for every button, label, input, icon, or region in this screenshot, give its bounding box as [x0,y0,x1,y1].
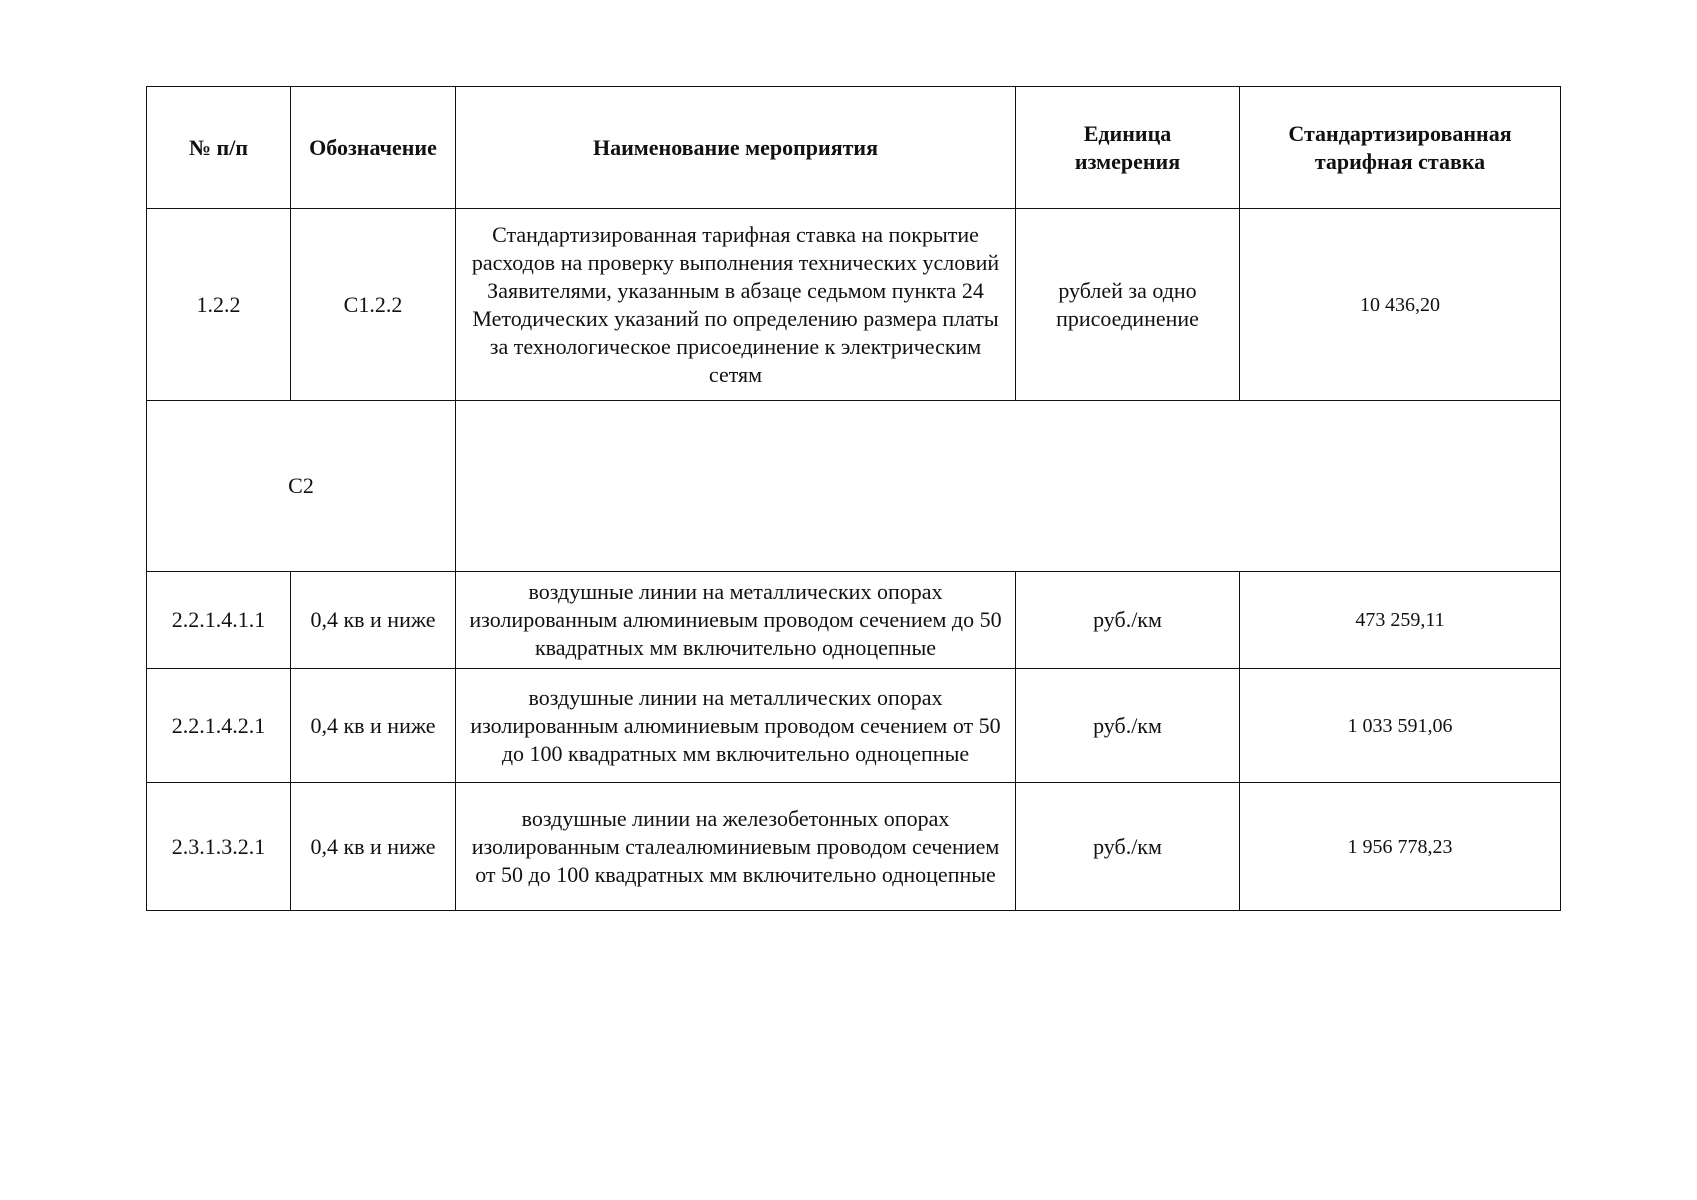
cell-num: 2.2.1.4.1.1 [147,572,291,669]
table-row [147,783,1561,911]
cell-designation: 0,4 кв и ниже [291,669,456,783]
cell-rate: 473 259,11 [1240,572,1561,669]
cell-designation: С1.2.2 [291,209,456,401]
cell-unit: руб./км [1016,669,1240,783]
group-name [456,401,1561,572]
cell-rate: 1 956 778,23 [1240,783,1561,911]
group-label: С2 [147,401,456,572]
cell-unit: рублей за одно присоединение [1016,209,1240,401]
table-row [147,572,1561,669]
cell-name: воздушные линии на металлических опорах изолированным алюминиевым проводом сечением до 50 квадратных мм включительно одноцепные [456,572,1016,669]
cell-num: 2.2.1.4.2.1 [147,669,291,783]
cell-rate: 10 436,20 [1240,209,1561,401]
table-row [147,209,1561,401]
cell-designation: 0,4 кв и ниже [291,572,456,669]
tariff-table [146,86,1561,911]
table-header-row [147,87,1561,209]
cell-rate: 1 033 591,06 [1240,669,1561,783]
cell-unit: руб./км [1016,783,1240,911]
cell-name: Стандартизированная тарифная ставка на покрытие расходов на проверку выполнения технических условий Заявителями, указанным в абзаце седьмом пункта 24 Методических указаний по определению размера платы за технологическое присоединение к электрическим сетям [456,209,1016,401]
header-designation: Обозначение [291,87,456,209]
header-rate: Стандартизированная тарифная ставка [1240,87,1561,209]
cell-name: воздушные линии на металлических опорах изолированным алюминиевым проводом сечением от 50 до 100 квадратных мм включительно одноцепные [456,669,1016,783]
table-row [147,669,1561,783]
cell-name: воздушные линии на железобетонных опорах изолированным сталеалюминиевым проводом сечением от 50 до 100 квадратных мм включительно одноцепные [456,783,1016,911]
cell-num: 2.3.1.3.2.1 [147,783,291,911]
header-num: № п/п [147,87,291,209]
cell-designation: 0,4 кв и ниже [291,783,456,911]
cell-unit: руб./км [1016,572,1240,669]
table-group-row [147,401,1561,572]
header-unit: Единица измерения [1016,87,1240,209]
header-name: Наименование мероприятия [456,87,1016,209]
cell-num: 1.2.2 [147,209,291,401]
